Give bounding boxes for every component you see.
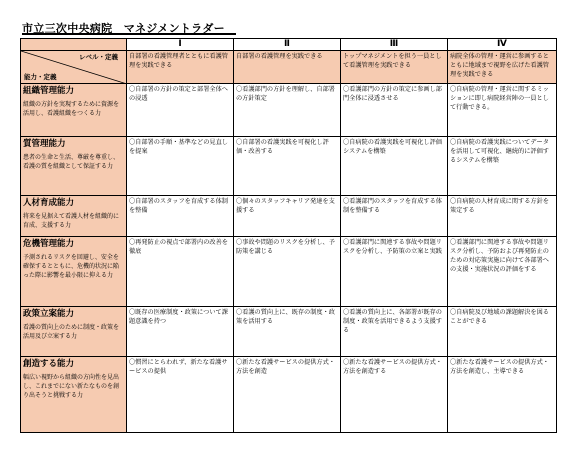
header-blank-cell [21, 39, 127, 51]
ability-category-cell [21, 237, 127, 307]
ladder-cell: 〇自病院及び地域の課題解決を図ることができる [448, 307, 557, 357]
ladder-cell: 〇自部署のスタッフを育成する体制を整備 [127, 196, 234, 237]
ladder-cell: 〇看護の質向上に、既存の制度・政策を活用する [234, 307, 341, 357]
level-definition-row [21, 51, 557, 84]
ability-row-creation [21, 357, 557, 433]
level-numeral-3: Ⅲ [341, 39, 448, 51]
ladder-cell: 〇新たな看護サービスの提供方式・方法を創造する [341, 357, 448, 433]
corner-ability-label: 能力・定義 [24, 73, 57, 81]
title-underline [22, 33, 236, 35]
ability-category-cell [21, 307, 127, 357]
ladder-cell: 〇看護の質向上に、各部署が既存の制度・政策を活用できるよう支援する [341, 307, 448, 357]
ability-row-crisis [21, 237, 557, 307]
level-numeral-2: Ⅱ [234, 39, 341, 51]
ability-category-cell [21, 137, 127, 196]
level-definition-4: 病院全体の管理・運営に参画するとともに地域まで視野を広げた看護管理を実践できる [448, 51, 557, 84]
ladder-cell: 〇個々のスタッフキャリア発達を支援する [234, 196, 341, 237]
level-definition-1: 自部署の看護管理者とともに看護管理を実践できる [127, 51, 234, 84]
level-definition-3: トップマネジメントを担う一員として看護管理を実践できる [341, 51, 448, 84]
document-title: 市立三次中央病院 マネジメントラダー [22, 22, 225, 35]
ability-description: 将来を見据えて看護人材を組織的に育成、支援する力 [23, 213, 120, 229]
ability-category-cell [21, 196, 127, 237]
ability-row-quality [21, 137, 557, 196]
ladder-cell: 〇自部署の手順・基準などの見直しを提案 [127, 137, 234, 196]
ability-description: 患者の生命と生活、尊厳を尊重し、看護の質を組織として保証する力 [23, 154, 120, 170]
ability-name: 危機管理能力 [23, 239, 75, 249]
ability-row-development [21, 196, 557, 237]
ability-description: 組織の方針を実現するために資源を活用し、看護組織をつくる力 [23, 101, 120, 117]
ladder-cell: 〇自病院の看護実践を可視化し評価システムを構築 [341, 137, 448, 196]
ability-category-cell [21, 84, 127, 137]
ability-name: 組織管理能力 [23, 86, 75, 96]
level-numeral-1: Ⅰ [127, 39, 234, 51]
ability-name: 創造する能力 [23, 359, 75, 369]
header-corner-cell [21, 51, 127, 84]
ladder-cell: 〇看護部門の方針の策定に参画し部門全体に浸透させる [341, 84, 448, 137]
ladder-cell: 〇事故や問題のリスクを分析し、予防策を講じる [234, 237, 341, 307]
level-definition-2: 自部署の看護管理を実践できる [234, 51, 341, 84]
ladder-cell: 〇既存の医療制度・政策について課題意識を持つ [127, 307, 234, 357]
corner-level-label: レベル・定義 [79, 53, 118, 61]
ladder-cell: 〇看護部門のスタッフを育成する体制を整備する [341, 196, 448, 237]
ladder-cell: 〇新たな看護サービスの提供方式・方法を創造 [234, 357, 341, 433]
ladder-cell: 〇看護部門の方針を理解し、自部署の方針策定 [234, 84, 341, 137]
management-ladder-table [20, 38, 557, 433]
ability-description: 幅広い視野から組織の方向性を見出し、これまでにない新たなものを創り出そうと挑戦する力 [23, 374, 120, 399]
ladder-cell: 〇自部署の方針の策定と部署全体への浸透 [127, 84, 234, 137]
ability-row-policy [21, 307, 557, 357]
ladder-cell: 〇看護部門に関連する事故や問題リスク分析し、予防および再発防止のための対応策実施に向けて各部署への支援・実施状況の評価をする [448, 237, 557, 307]
ability-description: 看護の質向上のために制度・政策を活用及び立案する力 [23, 324, 120, 340]
ability-name: 人材育成能力 [23, 198, 75, 208]
ability-row-organization [21, 84, 557, 137]
ladder-cell: 〇自病院の管理・運営に関するミッションに即し病院経営陣の一員として行動できる。 [448, 84, 557, 137]
ability-category-cell [21, 357, 127, 433]
ladder-cell: 〇自病院の人材育成に関する方針を策定する [448, 196, 557, 237]
ability-name: 質管理能力 [23, 139, 66, 149]
level-numeral-row [21, 39, 557, 51]
ladder-cell: 〇看護部門に関連する事故や問題リスクを分析し、予防策の立案と実践 [341, 237, 448, 307]
ladder-cell: 〇慣習にとらわれず、新たな看護サービスの提供 [127, 357, 234, 433]
ability-name: 政策立案能力 [23, 309, 75, 319]
ladder-cell: 〇再発防止の視点で部署内の改善を徹底 [127, 237, 234, 307]
level-numeral-4: Ⅳ [448, 39, 557, 51]
ladder-cell: 〇自病院の看護実践についてデータを活用して可視化、継続的に評価するシステムを構築 [448, 137, 557, 196]
ability-description: 予測されるリスクを回避し、安全を確保するとともに、危機的状況に陥った際に影響を最小限に抑える力 [23, 254, 120, 279]
ladder-cell: 〇新たな看護サービスの提供方式・方法を創造し、主導できる [448, 357, 557, 433]
ladder-cell: 〇自部署の看護実践を可視化し評価・改善する [234, 137, 341, 196]
